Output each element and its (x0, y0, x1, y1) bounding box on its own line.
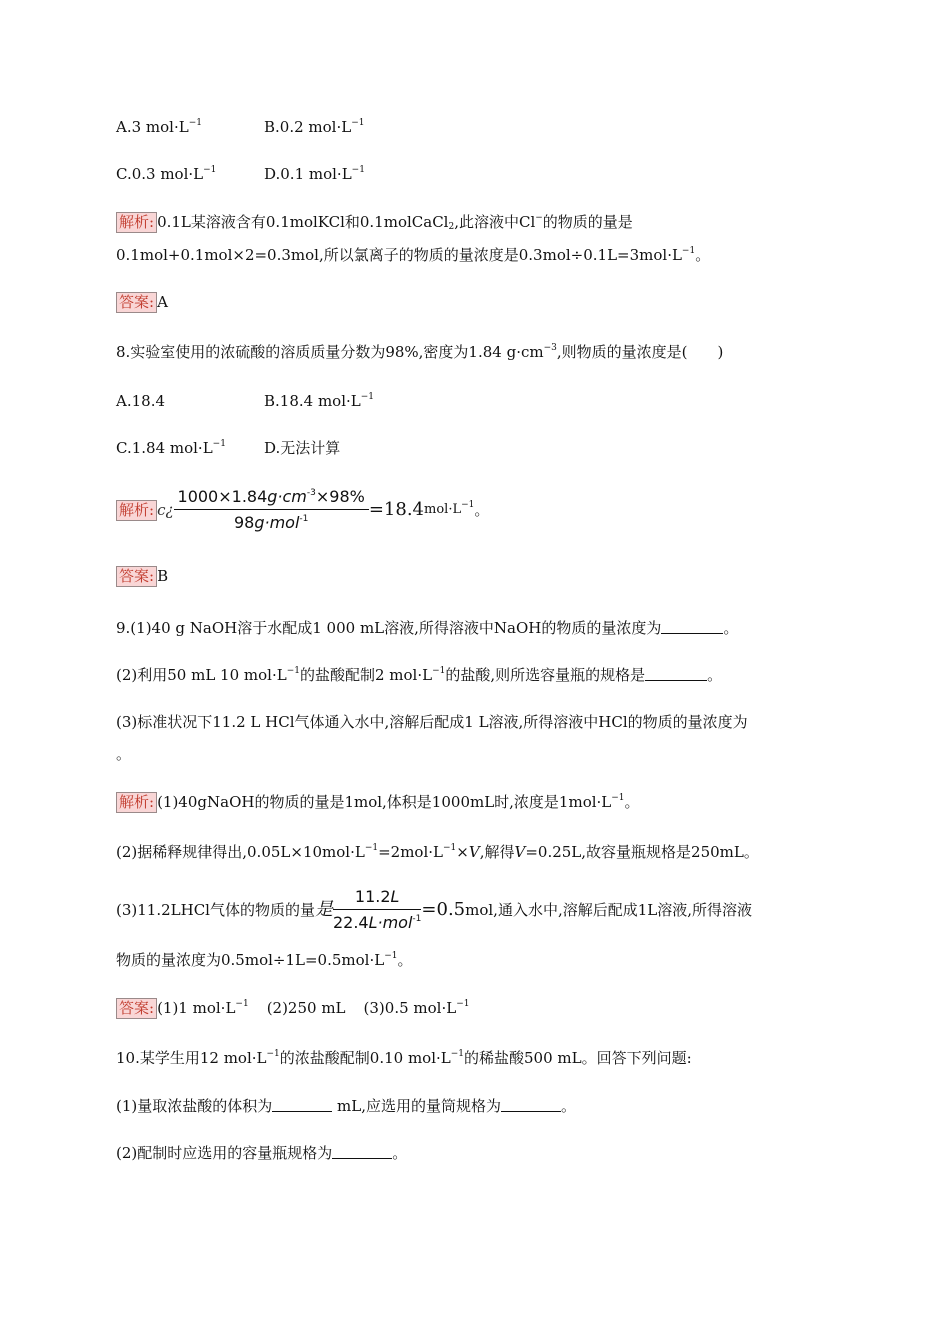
q8-analysis: 解析: c¿ $\frac{1000\times 1.84g\cdot cm^{-3}\times 98\%}{98g\cdot mol^{-1}}$ $=18.4mol\cdot L^{-1}$。 (116, 486, 489, 534)
q7-options-row-2 (116, 164, 365, 184)
q9-analysis-1: 解析: (1)40gNaOH的物质的量是1mol,体积是1000mL时,浓度是$1mol\cdot L^{-1}$。 (116, 792, 640, 813)
q9-fraction: $\frac{11.2L}{22.4L\cdot mol^{-1}}$ (332, 887, 422, 932)
answer-blank[interactable] (501, 1097, 561, 1112)
q9-analysis-2: (2)据稀释规律得出$,0.05L\times 10mol\cdot L^{-1}=2mol\cdot L^{-1}\times V$,解得V=0.25L,故容量瓶规格是250mL。 (116, 843, 759, 861)
q10-stem: 10.某学生用12 $mol\cdot L^{-1}$的浓盐酸配制0.10 $mol\cdot L^{-1}$的稀盐酸500 mL。回答下列问题: (116, 1049, 692, 1067)
q7-analysis-line-2: 0.1mol+0.1mol×2=0.3mol,所以氯离子的物质的量浓度是$0.3mol\div 0.1L=3mol\cdot L^{-1}$。 (116, 246, 711, 264)
q9-analysis-3: (3)11.2LHCl气体的物质的量是 $\frac{11.2L}{22.4L\cdot mol^{-1}}$ =0.5mol,通入水中,溶解后配成1L溶液,所得溶液 (116, 887, 752, 932)
q9-stem-3-end: 。 (116, 745, 132, 763)
q8-options-row-1 (116, 391, 374, 411)
q8-option-b: B.18.4 $mol\cdot L^{-1}$ (264, 392, 375, 410)
q8-options-row-2 (116, 438, 340, 458)
q10-part-2: (2)配制时应选用的容量瓶规格为 。 (116, 1144, 408, 1162)
q7-option-c: C.0.3 $mol\cdot L^{-1}$ (116, 165, 217, 183)
analysis-tag: 解析: (116, 792, 157, 813)
analysis-tag: 解析: (116, 500, 157, 521)
q9-analysis-3-cont: 物质的量浓度为$0.5mol\div 1L=0.5mol\cdot L^{-1}$。 (116, 951, 413, 969)
answer-blank[interactable] (661, 619, 723, 634)
q7-answer: 答案: A (116, 292, 168, 313)
q9-stem-3: (3)标准状况下11.2 L HCl气体通入水中,溶解后配成1 L溶液,所得溶液中HCl的物质的量浓度为 (116, 713, 748, 731)
q8-fraction: $\frac{1000\times 1.84g\cdot cm^{-3}\times 98\%}{98g\cdot mol^{-1}}$ (174, 486, 369, 534)
answer-blank[interactable] (272, 1097, 332, 1112)
answer-tag: 答案: (116, 566, 157, 587)
q9-answer: 答案: (1)1 $mol\cdot L^{-1}$ (2)250 mL (3)0.5 $mol\cdot L^{-1}$ (116, 998, 469, 1019)
answer-blank[interactable] (332, 1144, 392, 1159)
q9-stem-1: 9.(1)40 g NaOH溶于水配成1 000 mL溶液,所得溶液中NaOH的物质的量浓度为 。 (116, 619, 739, 637)
q7-options-row-1 (116, 117, 364, 137)
q7-option-a: A.3 $mol\cdot L^{-1}$ (116, 118, 202, 136)
q7-option-d: D.0.1 $mol\cdot L^{-1}$ (264, 165, 365, 183)
q7-analysis-line-1: 解析: 0.1L某溶液含有0.1molKCl和0.1molCaCl$_2$,此溶液中Cl−的物质的量是 (116, 212, 633, 233)
q8-answer: 答案: B (116, 566, 168, 587)
answer-tag: 答案: (116, 998, 157, 1019)
answer-blank[interactable] (645, 666, 707, 681)
q10-part-1: (1)量取浓盐酸的体积为 mL,应选用的量筒规格为 。 (116, 1097, 576, 1115)
q7-option-b: B.0.2 $mol\cdot L^{-1}$ (264, 118, 365, 136)
analysis-tag: 解析: (116, 212, 157, 233)
q8-option-a: A.18.4 (116, 392, 165, 410)
q9-stem-2: (2)利用50 mL 10 $mol\cdot L^{-1}$的盐酸配制2 $mol\cdot L^{-1}$的盐酸,则所选容量瓶的规格是 。 (116, 666, 723, 684)
q8-option-c: C.1.84 $mol\cdot L^{-1}$ (116, 439, 226, 457)
answer-tag: 答案: (116, 292, 157, 313)
q8-stem: 8.实验室使用的浓硫酸的溶质质量分数为98%,密度为1.84 $g\cdot cm^{-3}$,则物质的量浓度是( ) (116, 343, 724, 361)
q8-option-d: D.无法计算 (264, 439, 341, 457)
